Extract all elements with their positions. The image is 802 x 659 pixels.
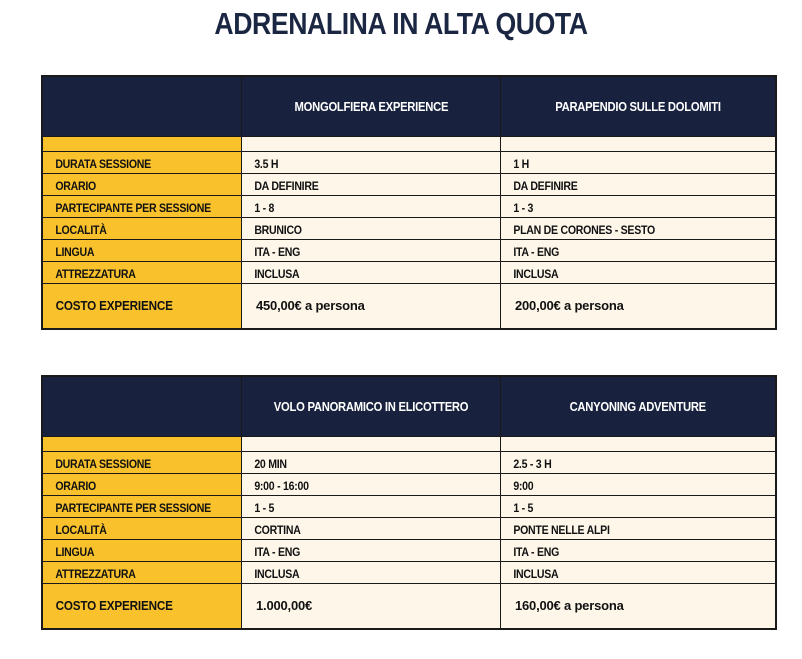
price-value: 450,00€ a persona <box>242 284 501 330</box>
price-value: 1.000,00€ <box>242 584 501 630</box>
header-blank-cell <box>42 376 242 437</box>
row-partecipanti <box>42 496 776 518</box>
experience-header: VOLO PANORAMICO IN ELICOTTERO <box>242 376 501 437</box>
row-lingua <box>42 540 776 562</box>
row-label: ATTREZZATURA <box>42 262 242 284</box>
row-label: COSTO EXPERIENCE <box>42 284 242 330</box>
row-value: 1 H <box>501 152 777 174</box>
row-value: 3.5 H <box>242 152 501 174</box>
table-header-row <box>42 376 776 437</box>
row-value: INCLUSA <box>242 562 501 584</box>
row-orario <box>42 174 776 196</box>
row-value: ITA - ENG <box>242 540 501 562</box>
row-orario <box>42 474 776 496</box>
row-value: BRUNICO <box>242 218 501 240</box>
spacer-row <box>42 437 776 452</box>
row-label: ORARIO <box>42 174 242 196</box>
row-value: PONTE NELLE ALPI <box>501 518 777 540</box>
row-label: LINGUA <box>42 540 242 562</box>
row-label: LOCALITÀ <box>42 218 242 240</box>
row-value: ITA - ENG <box>501 540 777 562</box>
row-label: LINGUA <box>42 240 242 262</box>
row-durata-sessione <box>42 452 776 474</box>
experience-table-2 <box>41 375 777 630</box>
row-value: DA DEFINIRE <box>242 174 501 196</box>
row-label: LOCALITÀ <box>42 518 242 540</box>
row-value: 1 - 5 <box>242 496 501 518</box>
experience-header: CANYONING ADVENTURE <box>501 376 777 437</box>
experience-header: MONGOLFIERA EXPERIENCE <box>242 76 501 137</box>
experience-header: PARAPENDIO SULLE DOLOMITI <box>501 76 777 137</box>
row-durata-sessione <box>42 152 776 174</box>
row-label: PARTECIPANTE PER SESSIONE <box>42 496 242 518</box>
row-value: 1 - 3 <box>501 196 777 218</box>
row-partecipanti <box>42 196 776 218</box>
row-value: PLAN DE CORONES - SESTO <box>501 218 777 240</box>
row-value: INCLUSA <box>242 262 501 284</box>
row-value: ITA - ENG <box>242 240 501 262</box>
row-value: 1 - 8 <box>242 196 501 218</box>
row-costo-experience <box>42 584 776 630</box>
row-value: 20 MIN <box>242 452 501 474</box>
row-value: 1 - 5 <box>501 496 777 518</box>
row-value: INCLUSA <box>501 262 777 284</box>
price-value: 200,00€ a persona <box>501 284 777 330</box>
price-value: 160,00€ a persona <box>501 584 777 630</box>
page-title: ADRENALINA IN ALTA QUOTA <box>214 6 588 41</box>
row-value: 2.5 - 3 H <box>501 452 777 474</box>
row-label: COSTO EXPERIENCE <box>42 584 242 630</box>
experience-table-1 <box>41 75 777 330</box>
row-label: ORARIO <box>42 474 242 496</box>
row-label: PARTECIPANTE PER SESSIONE <box>42 196 242 218</box>
row-value: ITA - ENG <box>501 240 777 262</box>
row-attrezzatura <box>42 262 776 284</box>
row-lingua <box>42 240 776 262</box>
row-localita <box>42 518 776 540</box>
spacer-row <box>42 137 776 152</box>
row-value: 9:00 <box>501 474 777 496</box>
row-value: CORTINA <box>242 518 501 540</box>
header-blank-cell <box>42 76 242 137</box>
row-label: DURATA SESSIONE <box>42 152 242 174</box>
row-value: 9:00 - 16:00 <box>242 474 501 496</box>
row-value: DA DEFINIRE <box>501 174 777 196</box>
row-label: DURATA SESSIONE <box>42 452 242 474</box>
row-label: ATTREZZATURA <box>42 562 242 584</box>
table-header-row <box>42 76 776 137</box>
row-costo-experience <box>42 284 776 330</box>
row-localita <box>42 218 776 240</box>
row-value: INCLUSA <box>501 562 777 584</box>
row-attrezzatura <box>42 562 776 584</box>
